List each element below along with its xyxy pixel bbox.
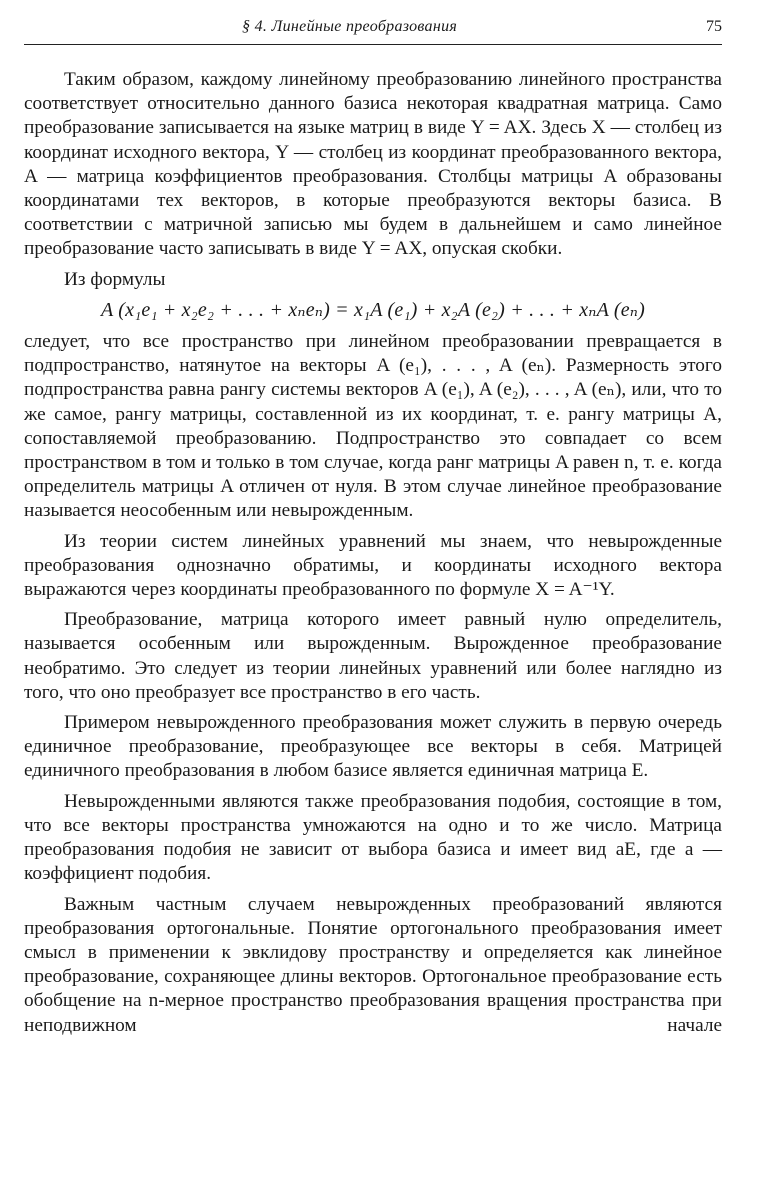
formula: A (x₁e₁ + x₂e₂ + . . . + xₙeₙ) = x₁A (e₁) + x₂A (e₂) + . . . + xₙA (eₙ) — [101, 298, 645, 321]
paragraph-1: Таким образом, каждому линейному преобразованию линейного пространства соответствует относительно данного базиса некоторая квадратная матрица. Само преобразование записывается на языке матриц в виде Y = AX. Здесь X — столбец из координат исходного вектора, Y — столбец из координат преобразованного вектора, A — матрица коэффициентов преобразования. Столбцы матрицы A образованы координатами тех векторов, в которые преобразуются векторы базиса. В соответствии с матричной записью мы будем в дальнейшем и само линейное преобразование часто записывать в виде Y = AX, опуская скобки. — [24, 69, 722, 260]
paragraph-6: Невырожденными являются также преобразования подобия, состоящие в том, что все векторы пространства умножаются на одно и то же число. Матрица преобразования подобия не зависит от выбора базиса и имеет вид aE, где a — коэффициент подобия. — [24, 790, 722, 885]
paragraph-formula-intro: Из формулы — [64, 268, 166, 290]
paragraph-7: Важным частным случаем невырожденных преобразований являются преобразования ортогональные. Понятие ортогонального преобразования имеет смысл в применении к эвклидову пространству и определяется как линейное преобразование, сохраняющее длины векторов. Ортогональное преобразование есть обобщение на n-мерное пространство преобразования вращения пространства при неподвижном начале — [24, 893, 722, 1036]
paragraph-4: Преобразование, матрица которого имеет равный нулю определитель, называется особенным или вырожденным. Вырожденное преобразование необратимо. Это следует из теории линейных уравнений или более наглядно из того, что оно преобразует все пространство в его часть. — [24, 609, 722, 703]
paragraph-3: Из теории систем линейных уравнений мы знаем, что невырожденные преобразования однозначно обратимы, и координаты исходного вектора выражаются через координаты преобразованного по формуле X = A⁻¹Y. — [24, 530, 722, 601]
paragraph-5: Примером невырожденного преобразования может служить в первую очередь единичное преобразование, преобразующее все векторы в себя. Матрицей единичного преобразования в любом базисе является единичная матрица E. — [24, 712, 722, 782]
page-number: 75 — [706, 18, 722, 35]
book-page — [24, 0, 724, 1200]
paragraph-2: следует, что все пространство при линейном преобразовании превращается в подпространство, натянутое на векторы A (e₁), . . . , A (eₙ). Размерность этого подпространства равна рангу системы векторов A (e₁), A (e₂), . . . , A (eₙ), или, что то же самое, рангу матрицы, составленной из их координат, т. е. рангу матрицы A, сопоставляемой преобразованию. Подпространство это совпадает со всем пространством в том и только в том случае, когда ранг матрицы A равен n, т. е. когда определитель матрицы A отличен от нуля. В этом случае линейное преобразование называется неособенным или невырожденным. — [24, 331, 722, 522]
body-text — [24, 68, 722, 1044]
running-header — [24, 14, 722, 40]
header-rule — [24, 44, 722, 45]
section-title: § 4. Линейные преобразования — [242, 18, 458, 35]
